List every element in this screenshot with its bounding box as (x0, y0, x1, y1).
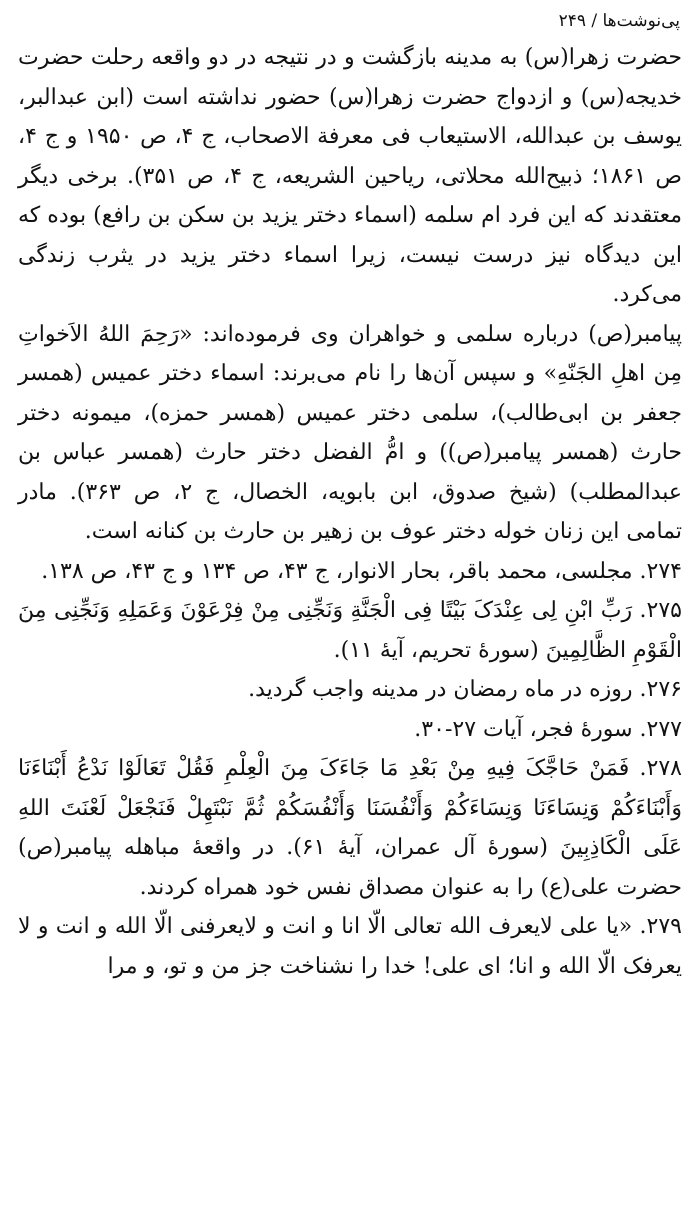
running-head: پی‌نوشت‌ها / ۲۴۹ (558, 11, 680, 31)
endnote-274: ۲۷۴. مجلسی، محمد باقر، بحار الانوار، ج ۴۳، ص ۱۳۴ و ج ۴۳، ص ۱۳۸. (41, 558, 682, 584)
body-paragraph-2: پیامبر(ص) درباره سلمی و خواهران وی فرموده‌اند: «رَحِمَ اللهُ الاَخواتِ مِن اهلِ الجَنّهِ» و سپس آن‌ها را نام می‌برند: اسماء دختر عمیس (همسر جعفر بن ابی‌طالب)، سلمی دختر عمیس (همسر حمزه)، میمونه دختر حارث (همسر پیامبر(ص)) و امُّ الفضل دختر حارث (همسر عباس بن عبدالمطلب) (شیخ صدوق، ابن بابویه، الخصال، ج ۲، ص ۳۶۳). مادر تمامی این زنان خوله دختر عوف بن زهیر بن حارث بن کنانه است. (18, 321, 683, 544)
endnote-277: ۲۷۷. سورهٔ فجر، آیات ۲۷-۳۰. (414, 716, 682, 742)
endnote-275: ۲۷۵. رَبِّ ابْنِ لِی عِنْدَکَ بَیْتًا فِی الْجَنَّةِ وَنَجِّنِی مِنْ فِرْعَوْنَ وَعَمَلِهِ وَنَجِّنِی مِنَ الْقَوْمِ الظَّالِمِینَ (سورهٔ تحریم، آیهٔ ۱۱). (18, 598, 682, 663)
body-paragraph-1: حضرت زهرا(س) به مدینه بازگشت و در نتیجه در دو واقعه رحلت حضرت خدیجه(س) و ازدواج حضرت زهرا(س) حضور نداشته است (ابن عبدالبر، یوسف بن عبدالله، الاستیعاب فی معرفة الاصحاب، ج ۴، ص ۱۹۵۰ و ج ۴، ص ۱۸۶۱؛ ذبیح‌الله محلاتی، ریاحین الشریعه، ج ۴، ص ۳۵۱). برخی دیگر معتقدند که این فرد ام سلمه (اسماء دختر یزید بن سکن بن رافع) بوده که این دیدگاه نیز درست نیست، زیرا اسماء دختر یزید در یثرب زندگی می‌کرد. (18, 45, 683, 307)
endnote-279: ۲۷۹. «یا علی لایعرف الله تعالی الّا انا و انت و لایعرفنی الّا الله و انت و لا یعرفک الّا الله و انا؛ ای علی! خدا را نشناخت جز من و تو، و مرا (18, 914, 682, 979)
endnote-278: ۲۷۸. فَمَنْ حَاجَّکَ فِیهِ مِنْ بَعْدِ مَا جَاءَکَ مِنَ الْعِلْمِ فَقُلْ تَعَالَوْا نَدْعُ أَبْنَاءَنَا وَأَبْنَاءَکُمْ وَنِسَاءَنَا وَنِسَاءَکُمْ وَأَنْفُسَنَا وَأَنْفُسَکُمْ ثُمَّ نَبْتَهِلْ فَنَجْعَلْ لَعْنَتَ اللهِ عَلَى الْکَاذِبِینَ (سورهٔ آل عمران، آیهٔ ۶۱). در واقعهٔ مباهله پیامبر(ص) حضرت علی(ع) را به عنوان مصداق نفس خود همراه کردند. (18, 756, 682, 900)
page-body (18, 38, 682, 986)
endnote-276: ۲۷۶. روزه در ماه رمضان در مدینه واجب گردید. (248, 677, 682, 702)
